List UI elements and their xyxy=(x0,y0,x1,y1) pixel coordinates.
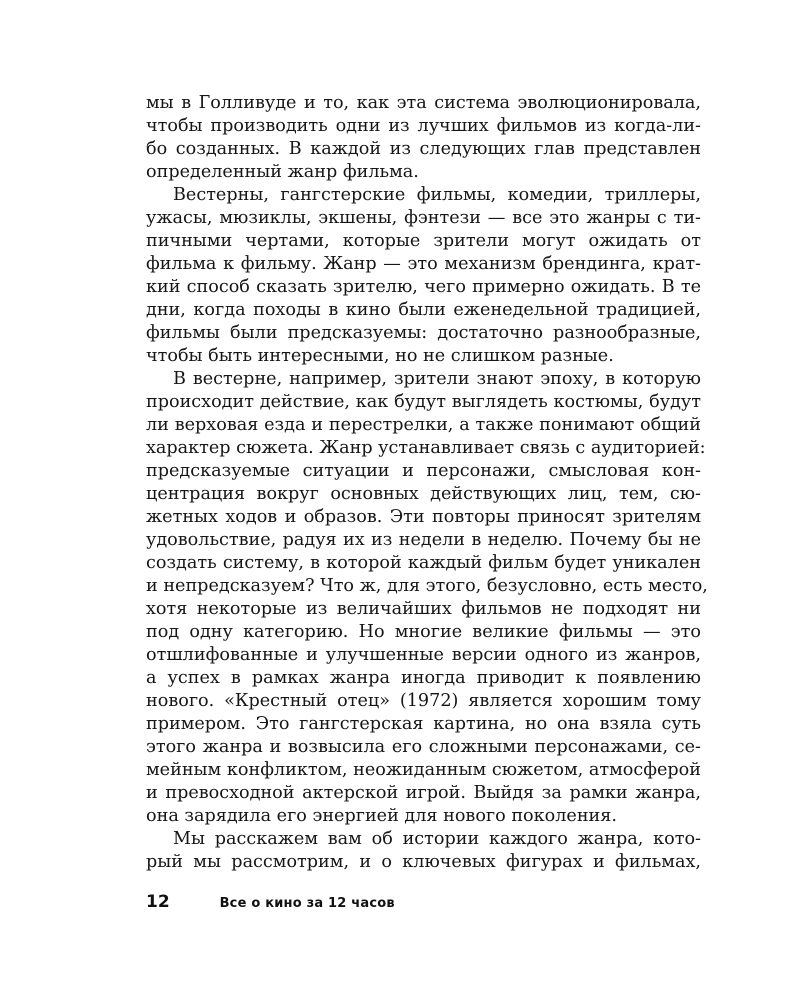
text-line: центрация вокруг основных действующих лиц, тем, сю- xyxy=(146,484,701,504)
text-line: и превосходной актерской игрой. Выйдя за рамки жанра, xyxy=(146,783,701,803)
text-line: хотя некоторые из величайших фильмов не подходят ни xyxy=(146,599,701,619)
text-line: под одну категорию. Но многие великие фильмы — это xyxy=(146,622,701,642)
text-line: чтобы производить одни из лучших фильмов из когда-ли- xyxy=(146,116,701,136)
text-line: нового. «Крестный отец» (1972) является хорошим тому xyxy=(146,691,701,711)
text-line: происходит действие, как будут выглядеть костюмы, будут xyxy=(146,392,701,412)
text-line: Мы расскажем вам об истории каждого жанра, кото- xyxy=(173,829,701,849)
page-footer xyxy=(146,890,395,914)
text-line: фильма к фильму. Жанр — это механизм брендинга, крат- xyxy=(146,254,701,274)
text-line: фильмы были предсказуемы: достаточно разнообразные, xyxy=(146,323,701,343)
text-line: кий способ сказать зрителю, чего примерно ожидать. В те xyxy=(146,277,701,297)
text-line: В вестерне, например, зрители знают эпоху, в которую xyxy=(173,369,701,389)
text-line: а успех в рамках жанра иногда приводит к появлению xyxy=(146,668,701,688)
page-number: 12 xyxy=(146,892,170,912)
text-line: она зарядила его энергией для нового поколения. xyxy=(146,806,617,826)
text-line: предсказуемые ситуации и персонажи, смысловая кон- xyxy=(146,461,701,481)
text-line: этого жанра и возвысила его сложными персонажами, се- xyxy=(146,737,701,757)
text-line: ужасы, мюзиклы, экшены, фэнтези — все это жанры с ти- xyxy=(146,208,701,228)
body-text xyxy=(146,92,708,874)
text-line: отшлифованные и улучшенные версии одного из жанров, xyxy=(146,645,701,665)
running-title: Все о кино за 12 часов xyxy=(219,896,395,911)
text-line: жетных ходов и образов. Эти повторы приносят зрителям xyxy=(146,507,701,527)
text-line: создать систему, в которой каждый фильм будет уникален xyxy=(146,553,701,573)
text-line: чтобы быть интересными, но не слишком разные. xyxy=(146,346,614,366)
text-line: рый мы рассмотрим, и о ключевых фигурах и фильмах, xyxy=(146,852,701,872)
text-line: характер сюжета. Жанр устанавливает связь с аудиторией: xyxy=(146,438,706,458)
text-line: и непредсказуем? Что ж, для этого, безусловно, есть место, xyxy=(146,576,708,596)
text-line: примером. Это гангстерская картина, но она взяла суть xyxy=(146,714,701,734)
text-line: пичными чертами, которые зрители могут ожидать от xyxy=(146,231,701,251)
text-line: удовольствие, радуя их из недели в неделю. Почему бы не xyxy=(146,530,701,550)
text-line: бо созданных. В каждой из следующих глав представлен xyxy=(146,139,701,159)
text-line: мейным конфликтом, неожиданным сюжетом, атмосферой xyxy=(146,760,701,780)
text-line: ли верховая езда и перестрелки, а также понимают общий xyxy=(146,415,701,435)
text-line: Вестерны, гангстерские фильмы, комедии, триллеры, xyxy=(173,185,701,205)
text-line: мы в Голливуде и то, как эта система эволюционировала, xyxy=(146,93,701,113)
text-line: дни, когда походы в кино были еженедельной традицией, xyxy=(146,300,701,320)
text-line: определенный жанр фильма. xyxy=(146,162,419,182)
